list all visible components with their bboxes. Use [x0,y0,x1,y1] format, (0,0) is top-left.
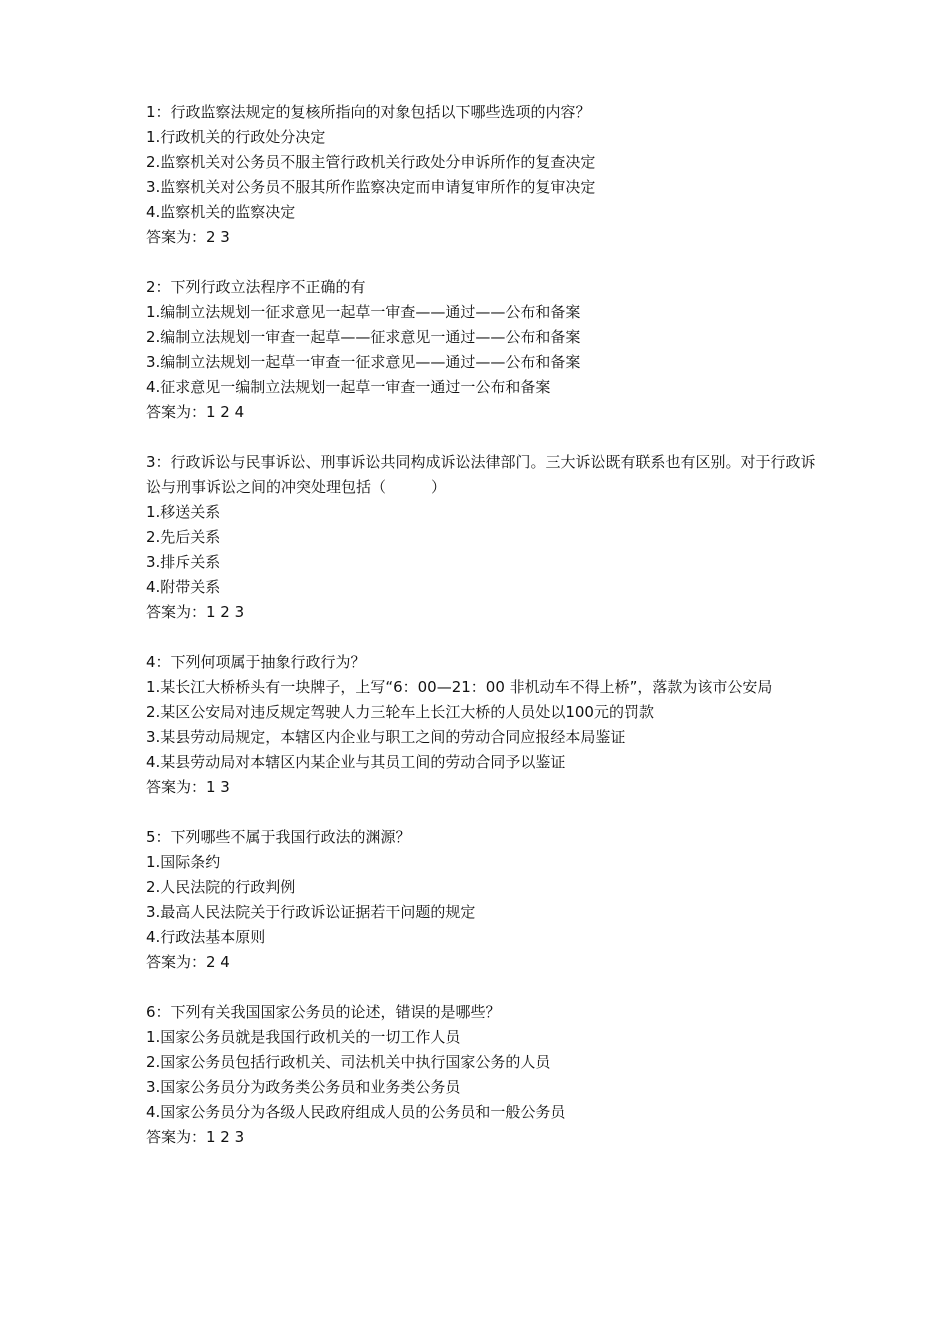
question-option: 1.国家公务员就是我国行政机关的一切工作人员 [146,1028,461,1046]
question-prompt: 4：下列何项属于抽象行政行为？ [146,653,366,671]
question-option: 4.监察机关的监察决定 [146,203,296,221]
question-option: 3.排斥关系 [146,553,221,571]
question-prompt: 6：下列有关我国国家公务员的论述，错误的是哪些？ [146,1003,501,1021]
question-block-4 [146,650,826,800]
question-answer: 答案为：1 3 [146,778,230,796]
question-option: 2.人民法院的行政判例 [146,878,296,896]
question-option: 2.先后关系 [146,528,221,546]
question-block-2 [146,275,826,425]
question-block-6 [146,1000,826,1150]
question-option: 2.编制立法规划一审查一起草——征求意见一通过——公布和备案 [146,328,581,346]
question-option: 3.编制立法规划一起草一审查一征求意见——通过——公布和备案 [146,353,581,371]
question-option: 2.国家公务员包括行政机关、司法机关中执行国家公务的人员 [146,1053,551,1071]
question-block-3 [146,450,826,625]
question-prompt: 1：行政监察法规定的复核所指向的对象包括以下哪些选项的内容？ [146,103,591,121]
question-answer: 答案为：2 3 [146,228,230,246]
question-option: 4.行政法基本原则 [146,928,266,946]
document-page [146,100,826,1175]
question-answer: 答案为：1 2 4 [146,403,245,421]
question-option: 4.某县劳动局对本辖区内某企业与其员工间的劳动合同予以鉴证 [146,753,566,771]
question-option: 3.某县劳动局规定，本辖区内企业与职工之间的劳动合同应报经本局鉴证 [146,728,626,746]
question-prompt: 3：行政诉讼与民事诉讼、刑事诉讼共同构成诉讼法律部门。三大诉讼既有联系也有区别。对于行政诉讼与刑事诉讼之间的冲突处理包括（ ） [146,453,816,496]
question-option: 4.征求意见一编制立法规划一起草一审查一通过一公布和备案 [146,378,551,396]
question-block-5 [146,825,826,975]
question-answer: 答案为：1 2 3 [146,1128,245,1146]
question-prompt: 5：下列哪些不属于我国行政法的渊源？ [146,828,411,846]
question-option: 1.某长江大桥桥头有一块牌子，上写“6：00—21：00 非机动车不得上桥”，落款为该市公安局 [146,678,773,696]
question-option: 3.国家公务员分为政务类公务员和业务类公务员 [146,1078,461,1096]
question-option: 3.最高人民法院关于行政诉讼证据若干问题的规定 [146,903,476,921]
question-option: 4.附带关系 [146,578,221,596]
question-answer: 答案为：1 2 3 [146,603,245,621]
question-answer: 答案为：2 4 [146,953,230,971]
question-option: 1.移送关系 [146,503,221,521]
question-option: 2.某区公安局对违反规定驾驶人力三轮车上长江大桥的人员处以100元的罚款 [146,703,654,721]
question-option: 3.监察机关对公务员不服其所作监察决定而申请复审所作的复审决定 [146,178,596,196]
question-prompt: 2：下列行政立法程序不正确的有 [146,278,366,296]
question-option: 1.行政机关的行政处分决定 [146,128,326,146]
question-option: 4.国家公务员分为各级人民政府组成人员的公务员和一般公务员 [146,1103,566,1121]
question-block-1 [146,100,826,250]
question-option: 1.编制立法规划一征求意见一起草一审查——通过——公布和备案 [146,303,581,321]
question-option: 1.国际条约 [146,853,221,871]
question-option: 2.监察机关对公务员不服主管行政机关行政处分申诉所作的复查决定 [146,153,596,171]
